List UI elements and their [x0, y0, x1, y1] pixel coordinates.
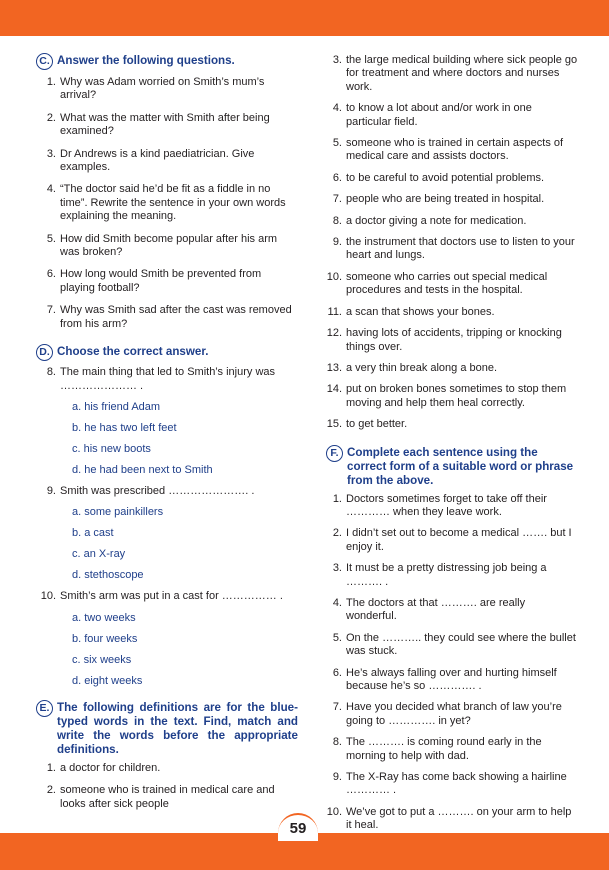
section-d-letter: D.	[36, 344, 53, 361]
definition-5: 5. someone who is trained in certain aspects of medical care and assists doctors.	[332, 137, 564, 163]
sentence-7: 7. Have you decided what branch of law you’re going to …………. in yet?	[332, 701, 562, 727]
sentence-6: 6. He’s always falling over and hurting himself because he’s so …………. .	[332, 666, 557, 692]
sentence-1: 1. Doctors sometimes forget to take off their ………… when they leave work.	[332, 492, 547, 518]
option-9b[interactable]: b. a cast	[72, 527, 114, 540]
option-10a[interactable]: a. two weeks	[72, 611, 136, 624]
question-c4: 4. “The doctor said he’d be fit as a fiddle in no time”. Rewrite the sentence in your own words explaining the meaning.	[46, 183, 286, 223]
option-8d[interactable]: d. he had been next to Smith	[72, 463, 213, 476]
definition-10: 10. someone who carries out special medical procedures and tests in the hospital.	[326, 270, 548, 297]
right-column	[326, 54, 578, 833]
definition-12: 12. having lots of accidents, tripping or knocking things over.	[326, 327, 562, 353]
section-d-title: Choose the correct answer.	[57, 345, 209, 359]
option-9d[interactable]: d. stethoscope	[72, 569, 144, 582]
definition-11: 11. a scan that shows your bones.	[327, 305, 495, 318]
sentence-3: 3. It must be a pretty distressing job being a ………. .	[332, 562, 547, 588]
section-d-heading	[36, 345, 298, 361]
sentence-5: 5. On the ……….. they could see where the bullet was stuck.	[332, 631, 576, 658]
question-c5: 5. How did Smith become popular after his arm was broken?	[46, 232, 278, 259]
left-column	[36, 54, 298, 811]
question-c6: 6. How long would Smith be prevented from playing football?	[46, 268, 262, 294]
section-e-heading	[36, 701, 298, 757]
option-9a[interactable]: a. some painkillers	[72, 506, 164, 519]
page-number: 59	[278, 813, 318, 841]
sentence-9: 9. The X-Ray has come back showing a hairline ………… .	[332, 771, 567, 797]
question-d9: 9. Smith was prescribed …………………. .	[46, 484, 255, 497]
option-8a[interactable]: a. his friend Adam	[72, 400, 161, 413]
question-d8: 8. The main thing that led to Smith’s injury was ………………… .	[46, 366, 276, 392]
section-f-heading	[326, 446, 578, 488]
section-e-letter: E.	[36, 700, 53, 717]
section-c-heading	[36, 54, 298, 70]
definition-4: 4. to know a lot about and/or work in one particular field.	[332, 102, 532, 128]
definition-2: 2. someone who is trained in medical care and looks after sick people	[46, 784, 275, 810]
sentence-4: 4. The doctors at that ………. are really wonderful.	[332, 596, 526, 623]
definition-9: 9. the instrument that doctors use to listen to your heart and lungs.	[332, 236, 575, 262]
definition-3: 3. the large medical building where sick people go for treatment and where doctors and nurses work.	[332, 54, 578, 93]
definition-7: 7. people who are being treated in hospital.	[332, 193, 545, 206]
definition-1: 1. a doctor for children.	[46, 761, 161, 774]
option-10b[interactable]: b. four weeks	[72, 632, 138, 645]
section-c-title: Answer the following questions.	[57, 54, 235, 67]
question-c1: 1. Why was Adam worried on Smith’s mum’s arrival?	[46, 76, 265, 102]
sentence-2: 2. I didn’t set out to become a medical ……. but I enjoy it.	[332, 527, 572, 553]
question-d10: 10. Smith’s arm was put in a cast for …………… .	[40, 590, 283, 603]
question-c7: 7. Why was Smith sad after the cast was removed from his arm?	[46, 304, 292, 330]
section-f-title: Complete each sentence using the correct form of a suitable word or phrase from the above.	[347, 445, 574, 487]
section-e-title: The following definitions are for the blue-typed words in the text. Find, match and write the words before the appropriate definitions.	[57, 700, 298, 756]
section-f-letter: F.	[326, 445, 343, 462]
option-8b[interactable]: b. he has two left feet	[72, 421, 177, 434]
question-c2: 2. What was the matter with Smith after being examined?	[46, 111, 270, 138]
option-8c[interactable]: c. his new boots	[72, 442, 151, 455]
option-10c[interactable]: c. six weeks	[72, 653, 132, 666]
definition-8: 8. a doctor giving a note for medication.	[332, 214, 527, 227]
definition-14: 14. put on broken bones sometimes to stop them moving and help them heal correctly.	[326, 383, 567, 409]
option-10d[interactable]: d. eight weeks	[72, 674, 143, 687]
definition-6: 6. to be careful to avoid potential problems.	[332, 171, 545, 184]
sentence-10: 10. We’ve got to put a ………. on your arm to help it heal.	[326, 805, 572, 832]
definition-15: 15. to get better.	[326, 418, 408, 431]
top-banner	[0, 0, 609, 36]
question-c3: 3. Dr Andrews is a kind paediatrician. Give examples.	[46, 147, 255, 174]
option-9c[interactable]: c. an X-ray	[72, 548, 126, 561]
sentence-8: 8. The ………. is coming round early in the morning to help with dad.	[332, 736, 542, 762]
section-c-letter: C.	[36, 53, 53, 70]
definition-13: 13. a very thin break along a bone.	[326, 361, 498, 374]
